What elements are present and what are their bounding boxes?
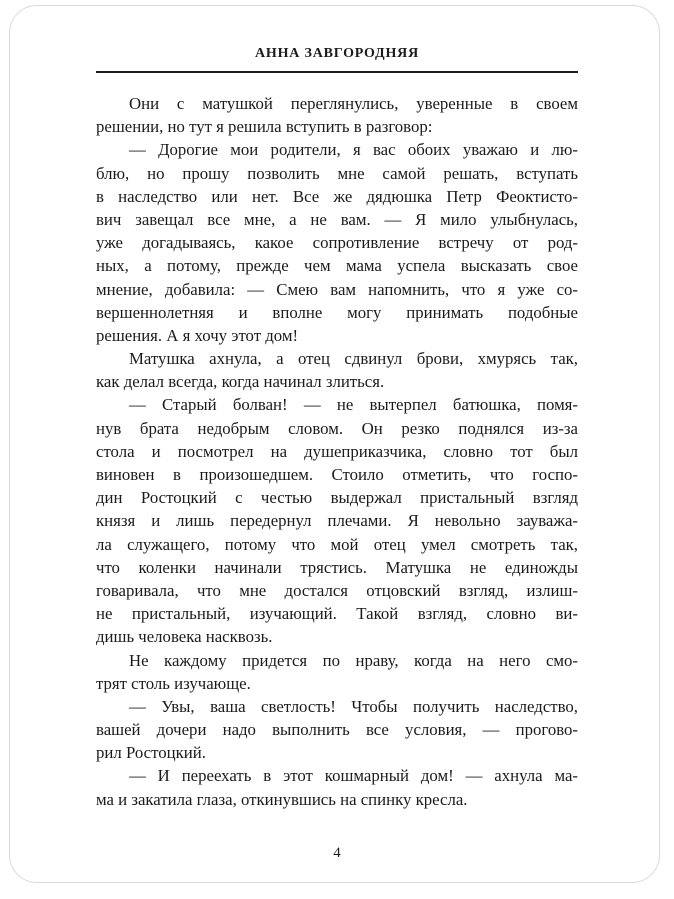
paragraph [96,347,578,393]
text-line: как делал всегда, когда начинал злиться. [96,372,385,392]
text-line: Матушка ахнула, а отец сдвинул брови, хмурясь так, [129,349,578,369]
text-line: блю, но прошу позволить мне самой решать, вступать [96,163,578,183]
text-line: что коленки начинали трястись. Матушка не единожды [96,557,578,577]
paragraph [96,695,578,765]
paragraph [96,92,578,138]
text-line: трят столь изучающе. [96,673,251,693]
text-line: князя и лишь передернул плечами. Я невольно зауважа- [96,511,578,531]
text-line: — Дорогие мои родители, я вас обоих уважаю и лю- [129,140,578,160]
text-line: говаривала, что мне достался отцовский взгляд, излиш- [96,580,578,600]
text-line: вич завещал все мне, а не вам. — Я мило улыбнулась, [96,209,578,229]
paragraph [96,649,578,695]
text-line: стола и посмотрел на душеприказчика, словно тот был [96,441,578,461]
text-line: вашей дочери надо выполнить все условия, — прогово- [96,720,578,740]
text-line: мнение, добавила: — Смею вам напомнить, что я уже со- [96,279,578,299]
header-rule [96,71,578,73]
paragraph [96,393,578,648]
text-line: — И переехать в этот кошмарный дом! — ахнула ма- [129,766,578,786]
text-line: вершеннолетняя и вполне могу принимать подобные [96,302,578,322]
text-line: нув брата недобрым словом. Он резко поднялся из-за [96,418,578,438]
page-footer [96,845,578,862]
author-running-head: АННА ЗАВГОРОДНЯЯ [255,46,419,61]
text-line: — Увы, ваша светлость! Чтобы получить наследство, [129,696,578,716]
text-line: дин Ростоцкий с честью выдержал пристальный взгляд [96,488,578,508]
page-content [96,46,578,811]
text-line: ла служащего, потому что мой отец умел смотреть так, [96,534,578,554]
text-line: Они с матушкой переглянулись, уверенные в своем [129,94,578,113]
text-line: уже догадываясь, какое сопротивление встречу от род- [96,233,578,253]
text-line: дишь человека насквозь. [96,627,273,647]
text-line: не пристальный, изучающий. Такой взгляд, словно ви- [96,604,578,624]
text-line: решения. А я хочу этот дом! [96,325,299,345]
text-line: ма и закатила глаза, откинувшись на спинку кресла. [96,789,468,809]
text-line: Не каждому придется по нраву, когда на него смо- [129,650,578,670]
page-header [96,46,578,73]
text-line: — Старый болван! — не вытерпел батюшка, помя- [129,395,578,415]
text-line: ных, а потому, прежде чем мама успела высказать свое [96,256,578,276]
paragraph [96,764,578,810]
text-line: рил Ростоцкий. [96,743,206,763]
page-body [96,92,578,811]
paragraph [96,138,578,347]
text-line: виновен в произошедшем. Стоило отметить, что госпо- [96,465,578,484]
page-number: 4 [333,845,341,861]
text-line: решении, но тут я решила вступить в разговор: [96,117,433,137]
text-line: в наследство или нет. Все же дядюшка Петр Феоктисто- [96,186,578,206]
